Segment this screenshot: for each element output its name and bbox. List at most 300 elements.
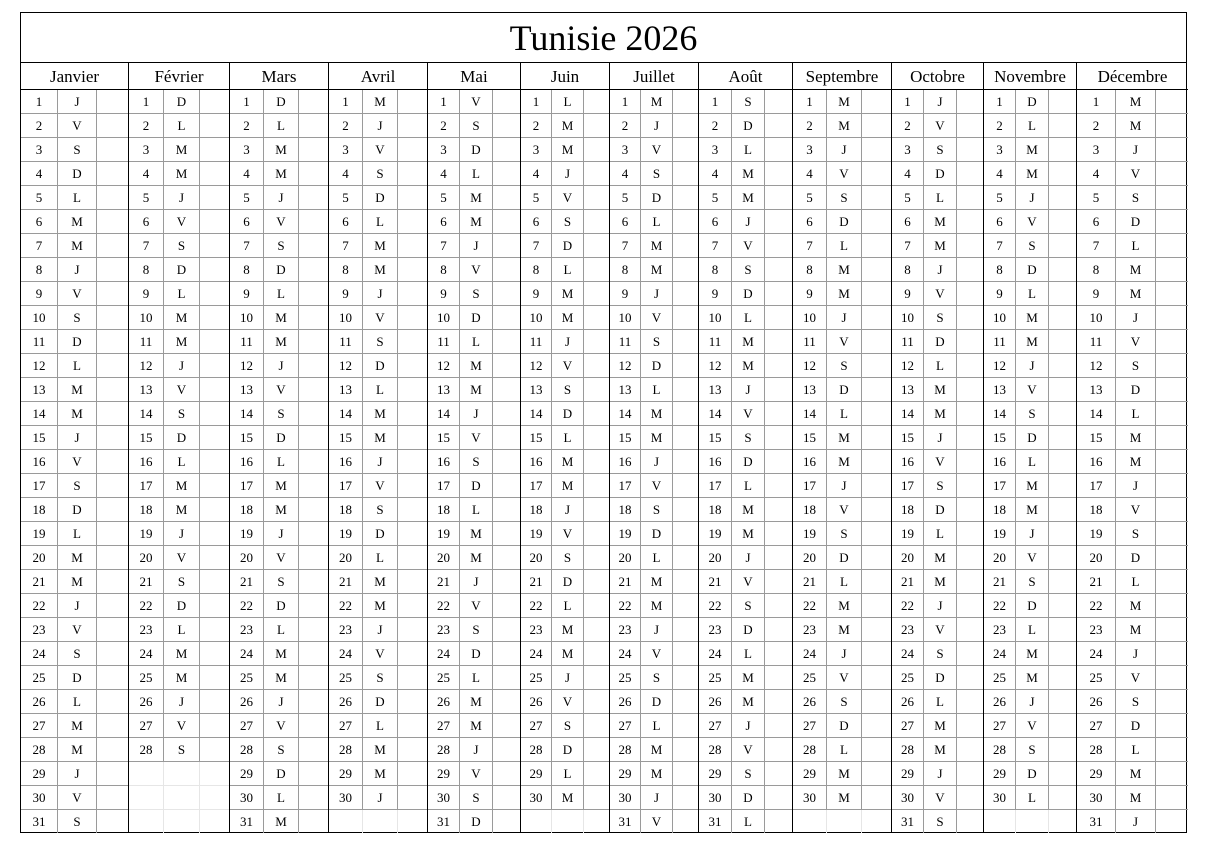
weekday-letter: V (924, 114, 957, 137)
weekday-letter: D (58, 162, 97, 185)
note-cell (398, 522, 427, 545)
day-number: 3 (610, 138, 641, 161)
note-cell (673, 258, 698, 281)
day-row (129, 258, 229, 282)
weekday-letter: D (58, 498, 97, 521)
note-cell (299, 786, 328, 809)
weekday-letter: M (552, 786, 584, 809)
weekday-letter: V (164, 714, 200, 737)
note-cell (673, 450, 698, 473)
note-cell (1049, 714, 1076, 737)
weekday-letter: J (460, 402, 493, 425)
weekday-letter: L (827, 570, 862, 593)
note-cell (862, 114, 891, 137)
day-number: 14 (428, 402, 460, 425)
note-cell (862, 474, 891, 497)
weekday-letter: J (363, 450, 398, 473)
day-number: 26 (428, 690, 460, 713)
day-row (793, 714, 891, 738)
note-cell (584, 522, 609, 545)
day-row (521, 666, 609, 690)
note-cell (1049, 426, 1076, 449)
weekday-letter: L (1016, 450, 1049, 473)
weekday-letter: S (641, 498, 673, 521)
note-cell (584, 90, 609, 113)
day-number: 17 (699, 474, 732, 497)
weekday-letter: S (732, 594, 765, 617)
note-cell (673, 690, 698, 713)
note-cell (493, 330, 520, 353)
day-row (699, 258, 792, 282)
day-number: 23 (21, 618, 58, 641)
weekday-letter: J (58, 258, 97, 281)
weekday-letter: S (164, 234, 200, 257)
note-cell (1156, 642, 1187, 665)
weekday-letter: M (264, 498, 299, 521)
day-number: 18 (1077, 498, 1116, 521)
weekday-letter: V (1116, 330, 1156, 353)
note-cell (862, 786, 891, 809)
note-cell (299, 714, 328, 737)
note-cell (97, 546, 128, 569)
day-number: 20 (892, 546, 924, 569)
weekday-letter: V (363, 474, 398, 497)
note-cell (957, 666, 983, 689)
day-number: 15 (610, 426, 641, 449)
day-number: 14 (610, 402, 641, 425)
weekday-letter: V (827, 498, 862, 521)
weekday-letter: M (641, 90, 673, 113)
weekday-letter: S (827, 522, 862, 545)
note-cell (493, 786, 520, 809)
note-cell (765, 546, 792, 569)
note-cell (1156, 786, 1187, 809)
note-cell (765, 690, 792, 713)
day-number: 20 (329, 546, 363, 569)
weekday-letter: L (1116, 570, 1156, 593)
weekday-letter: S (363, 162, 398, 185)
weekday-letter: D (732, 282, 765, 305)
note-cell (584, 690, 609, 713)
day-number: 23 (129, 618, 164, 641)
day-row (610, 546, 698, 570)
day-row (329, 618, 427, 642)
day-number: 2 (521, 114, 552, 137)
weekday-letter: S (552, 378, 584, 401)
day-number: 2 (793, 114, 827, 137)
day-row (428, 186, 520, 210)
weekday-letter: S (641, 666, 673, 689)
weekday-letter: L (924, 354, 957, 377)
weekday-letter: D (552, 234, 584, 257)
weekday-letter: M (58, 378, 97, 401)
day-number: 11 (428, 330, 460, 353)
day-number: 26 (892, 690, 924, 713)
empty-day-row (129, 762, 229, 786)
note-cell (493, 570, 520, 593)
note-cell (299, 114, 328, 137)
weekday-letter: V (58, 786, 97, 809)
weekday-letter: L (732, 138, 765, 161)
weekday-letter: M (1116, 114, 1156, 137)
weekday-letter: L (924, 690, 957, 713)
day-row (329, 738, 427, 762)
weekday-letter: J (827, 474, 862, 497)
weekday-letter: S (264, 234, 299, 257)
weekday-letter: V (58, 114, 97, 137)
day-number: 19 (610, 522, 641, 545)
day-row (329, 162, 427, 186)
day-number: 23 (892, 618, 924, 641)
note-cell (97, 162, 128, 185)
day-row (230, 714, 328, 738)
note-cell (200, 810, 229, 833)
weekday-letter: V (1116, 498, 1156, 521)
weekday-letter: V (460, 594, 493, 617)
day-row (521, 546, 609, 570)
note-cell (200, 762, 229, 785)
day-row (610, 786, 698, 810)
note-cell (398, 546, 427, 569)
day-row (521, 450, 609, 474)
day-number: 5 (428, 186, 460, 209)
note-cell (862, 330, 891, 353)
day-number: 26 (129, 690, 164, 713)
weekday-letter: D (924, 162, 957, 185)
day-row (329, 402, 427, 426)
day-number: 12 (129, 354, 164, 377)
weekday-letter: S (58, 642, 97, 665)
day-row (129, 90, 229, 114)
day-row (129, 738, 229, 762)
day-number: 1 (230, 90, 264, 113)
day-number: 18 (793, 498, 827, 521)
weekday-letter: D (641, 522, 673, 545)
month-name: Mai (428, 63, 520, 90)
note-cell (673, 522, 698, 545)
day-number: 26 (329, 690, 363, 713)
day-row (610, 594, 698, 618)
note-cell (299, 474, 328, 497)
weekday-letter: D (641, 354, 673, 377)
day-number: 29 (428, 762, 460, 785)
weekday-letter: D (732, 450, 765, 473)
day-row (610, 138, 698, 162)
day-number: 1 (1077, 90, 1116, 113)
weekday-letter: M (924, 210, 957, 233)
weekday-letter: S (924, 306, 957, 329)
weekday-letter: M (827, 114, 862, 137)
day-row (984, 282, 1076, 306)
day-row (428, 234, 520, 258)
note-cell (1049, 138, 1076, 161)
weekday-letter: V (460, 90, 493, 113)
weekday-letter: L (363, 714, 398, 737)
weekday-letter: L (1016, 618, 1049, 641)
weekday-letter: S (552, 546, 584, 569)
weekday-letter: S (264, 570, 299, 593)
day-number: 27 (793, 714, 827, 737)
day-row (428, 570, 520, 594)
day-number: 28 (984, 738, 1016, 761)
day-row (230, 378, 328, 402)
year-calendar (20, 12, 1187, 833)
day-number: 11 (892, 330, 924, 353)
weekday-letter: S (1116, 354, 1156, 377)
day-row (428, 90, 520, 114)
note-cell (97, 690, 128, 713)
day-row (21, 810, 128, 834)
day-number: 21 (521, 570, 552, 593)
day-number: 19 (329, 522, 363, 545)
weekday-letter: V (1016, 546, 1049, 569)
note-cell (1049, 690, 1076, 713)
weekday-letter: J (164, 186, 200, 209)
day-row (521, 114, 609, 138)
weekday-letter: L (264, 618, 299, 641)
day-number: 29 (329, 762, 363, 785)
day-row (230, 738, 328, 762)
day-row (892, 426, 983, 450)
weekday-letter: L (1016, 282, 1049, 305)
weekday-letter: D (1116, 378, 1156, 401)
month-column (329, 63, 428, 832)
day-row (1077, 570, 1188, 594)
weekday-letter: M (363, 402, 398, 425)
day-number: 28 (699, 738, 732, 761)
day-number: 1 (793, 90, 827, 113)
weekday-letter: D (827, 378, 862, 401)
weekday-letter: M (827, 426, 862, 449)
day-number: 28 (521, 738, 552, 761)
day-number: 8 (129, 258, 164, 281)
day-row (793, 114, 891, 138)
day-number: 15 (329, 426, 363, 449)
note-cell (862, 738, 891, 761)
note-cell (957, 90, 983, 113)
day-row (793, 402, 891, 426)
day-number: 2 (329, 114, 363, 137)
note-cell (584, 306, 609, 329)
weekday-letter: L (924, 186, 957, 209)
day-row (21, 522, 128, 546)
note-cell (200, 450, 229, 473)
note-cell (1049, 282, 1076, 305)
note-cell (765, 618, 792, 641)
note-cell (765, 306, 792, 329)
day-number: 6 (428, 210, 460, 233)
day-row (892, 666, 983, 690)
day-row (892, 474, 983, 498)
weekday-letter: M (363, 258, 398, 281)
day-row (428, 738, 520, 762)
note-cell (200, 162, 229, 185)
day-number: 31 (610, 810, 641, 833)
weekday-letter: M (164, 306, 200, 329)
day-number: 23 (793, 618, 827, 641)
weekday-letter: J (732, 378, 765, 401)
day-number: 3 (329, 138, 363, 161)
weekday-letter (827, 810, 862, 833)
note-cell (673, 786, 698, 809)
day-number: 10 (892, 306, 924, 329)
day-number: 16 (329, 450, 363, 473)
note-cell (97, 594, 128, 617)
day-number (521, 810, 552, 833)
day-number: 5 (984, 186, 1016, 209)
weekday-letter: V (58, 450, 97, 473)
note-cell (673, 138, 698, 161)
note-cell (493, 522, 520, 545)
day-number: 1 (329, 90, 363, 113)
note-cell (299, 138, 328, 161)
note-cell (398, 786, 427, 809)
weekday-letter: D (732, 114, 765, 137)
day-row (329, 594, 427, 618)
day-number: 5 (329, 186, 363, 209)
day-row (699, 306, 792, 330)
day-number: 13 (521, 378, 552, 401)
weekday-letter: M (924, 714, 957, 737)
weekday-letter: D (460, 642, 493, 665)
day-number: 27 (892, 714, 924, 737)
note-cell (673, 498, 698, 521)
note-cell (97, 618, 128, 641)
weekday-letter: J (164, 522, 200, 545)
weekday-letter: M (460, 354, 493, 377)
note-cell (765, 762, 792, 785)
day-row (230, 594, 328, 618)
day-number: 27 (521, 714, 552, 737)
day-row (892, 402, 983, 426)
weekday-letter: J (363, 114, 398, 137)
weekday-letter: M (641, 594, 673, 617)
note-cell (1156, 306, 1187, 329)
day-number: 30 (428, 786, 460, 809)
weekday-letter: M (924, 738, 957, 761)
day-row (521, 354, 609, 378)
day-number: 1 (610, 90, 641, 113)
weekday-letter: V (924, 282, 957, 305)
weekday-letter: L (552, 258, 584, 281)
day-row (329, 522, 427, 546)
day-number: 17 (793, 474, 827, 497)
note-cell (398, 210, 427, 233)
day-number: 30 (1077, 786, 1116, 809)
day-row (610, 378, 698, 402)
day-row (129, 210, 229, 234)
day-number: 17 (610, 474, 641, 497)
day-number: 25 (892, 666, 924, 689)
note-cell (584, 282, 609, 305)
day-number: 5 (699, 186, 732, 209)
day-row (230, 402, 328, 426)
note-cell (299, 450, 328, 473)
weekday-letter: J (924, 90, 957, 113)
day-row (699, 570, 792, 594)
note-cell (765, 114, 792, 137)
day-number: 20 (984, 546, 1016, 569)
weekday-letter: D (363, 186, 398, 209)
day-number: 17 (230, 474, 264, 497)
weekday-letter: S (552, 210, 584, 233)
note-cell (1049, 354, 1076, 377)
day-number: 24 (1077, 642, 1116, 665)
note-cell (299, 330, 328, 353)
day-number: 13 (129, 378, 164, 401)
weekday-letter: J (732, 714, 765, 737)
day-row (428, 402, 520, 426)
weekday-letter: D (363, 354, 398, 377)
note-cell (1156, 330, 1187, 353)
day-number: 23 (984, 618, 1016, 641)
weekday-letter: S (363, 498, 398, 521)
day-number: 15 (230, 426, 264, 449)
weekday-letter: M (924, 546, 957, 569)
day-row (21, 282, 128, 306)
day-number: 19 (230, 522, 264, 545)
note-cell (957, 354, 983, 377)
note-cell (299, 234, 328, 257)
month-name: Août (699, 63, 792, 90)
day-number: 3 (699, 138, 732, 161)
day-row (892, 690, 983, 714)
day-number: 22 (329, 594, 363, 617)
note-cell (493, 138, 520, 161)
day-row (610, 450, 698, 474)
note-cell (584, 186, 609, 209)
day-number: 30 (793, 786, 827, 809)
weekday-letter: V (264, 546, 299, 569)
weekday-letter (164, 786, 200, 809)
day-number: 27 (129, 714, 164, 737)
note-cell (862, 522, 891, 545)
day-row (230, 786, 328, 810)
day-row (984, 474, 1076, 498)
weekday-letter: M (164, 138, 200, 161)
day-number: 2 (699, 114, 732, 137)
note-cell (97, 426, 128, 449)
weekday-letter: L (264, 786, 299, 809)
day-number: 5 (521, 186, 552, 209)
day-number: 12 (892, 354, 924, 377)
day-row (1077, 282, 1188, 306)
day-row (329, 378, 427, 402)
day-row (428, 258, 520, 282)
note-cell (493, 762, 520, 785)
weekday-letter: S (58, 306, 97, 329)
day-row (21, 354, 128, 378)
note-cell (765, 714, 792, 737)
weekday-letter: M (552, 306, 584, 329)
weekday-letter: D (164, 594, 200, 617)
weekday-letter: S (732, 258, 765, 281)
day-row (230, 114, 328, 138)
note-cell (299, 618, 328, 641)
day-number: 23 (1077, 618, 1116, 641)
day-row (21, 138, 128, 162)
note-cell (673, 426, 698, 449)
day-number: 29 (1077, 762, 1116, 785)
day-number: 16 (521, 450, 552, 473)
note-cell (957, 234, 983, 257)
day-row (428, 786, 520, 810)
weekday-letter: L (641, 378, 673, 401)
day-number (129, 762, 164, 785)
weekday-letter: M (924, 402, 957, 425)
day-number: 11 (610, 330, 641, 353)
note-cell (200, 354, 229, 377)
